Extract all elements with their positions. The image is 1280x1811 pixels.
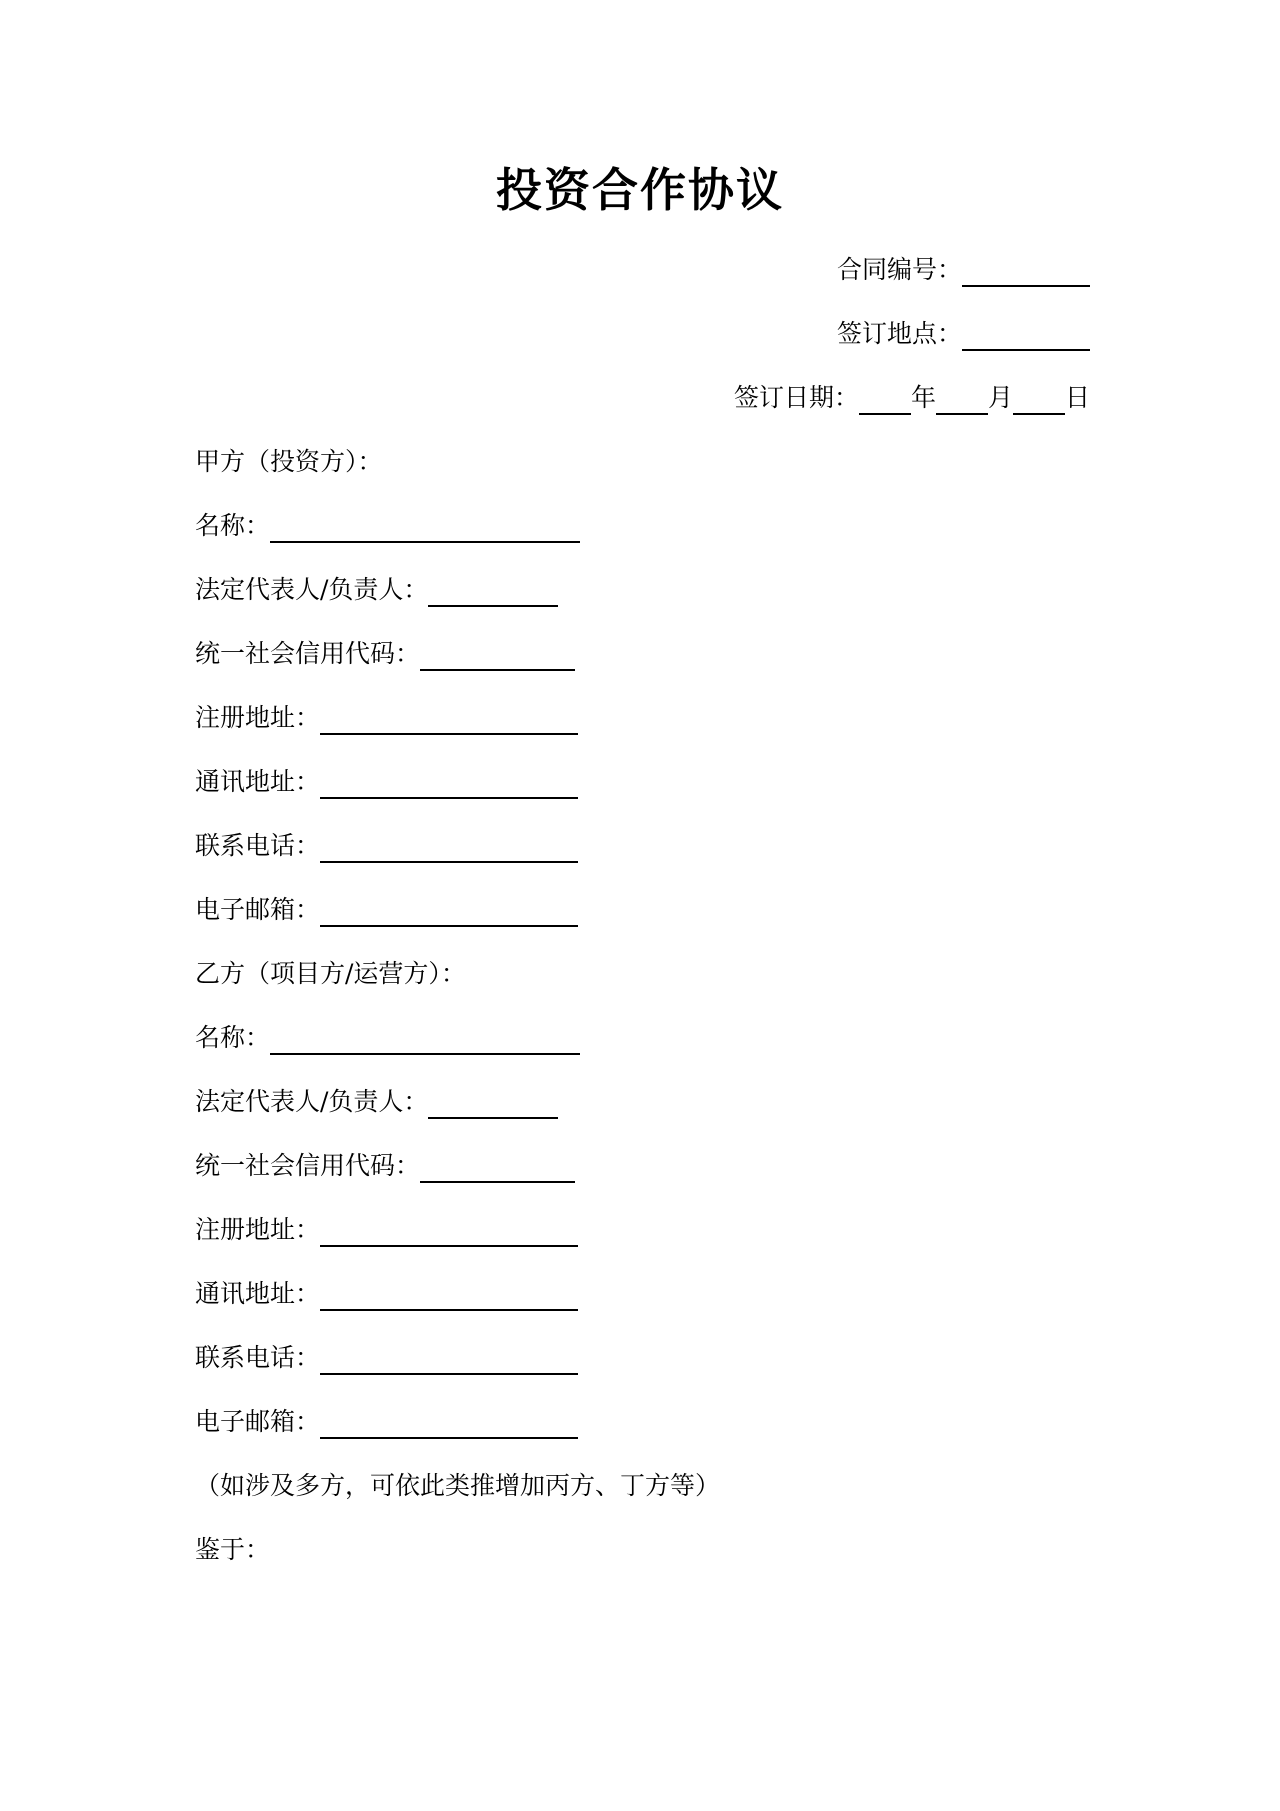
party-b-name-blank[interactable] [270, 1025, 580, 1055]
party-a-phone-line [195, 829, 578, 863]
sign-date-line [734, 381, 1090, 415]
contract-number-blank[interactable] [962, 257, 1090, 287]
field-label: 联系电话： [195, 831, 321, 860]
party-a-name-blank[interactable] [270, 513, 580, 543]
party-a-mailing-address-blank[interactable] [320, 769, 578, 799]
party-b-mailing-address-line [195, 1277, 578, 1311]
day-label: 日 [1064, 383, 1090, 412]
party-b-registered-address-line [195, 1213, 578, 1247]
field-label: 电子邮箱： [195, 1407, 321, 1436]
party-a-mailing-address-line [195, 765, 578, 799]
field-label: 统一社会信用代码： [195, 1151, 421, 1180]
party-a-name-line [195, 509, 580, 543]
field-label: 电子邮箱： [195, 895, 321, 924]
party-a-email-blank[interactable] [320, 897, 578, 927]
party-b-heading: 乙方（项目方/运营方）： [195, 959, 466, 988]
field-label: 通讯地址： [195, 1279, 321, 1308]
contract-number-line [837, 253, 1090, 287]
year-label: 年 [910, 383, 936, 412]
party-b-credit-code-blank[interactable] [420, 1153, 575, 1183]
party-b-name-line [195, 1021, 580, 1055]
party-a-credit-code-line [195, 637, 575, 671]
party-b-registered-address-blank[interactable] [320, 1217, 578, 1247]
month-label: 月 [987, 383, 1013, 412]
field-label: 法定代表人/负责人： [195, 575, 429, 604]
party-a-legal-rep-line [195, 573, 558, 607]
whereas-heading: 鉴于： [195, 1535, 271, 1564]
field-label: 名称： [195, 511, 271, 540]
sign-date-label: 签订日期： [733, 383, 859, 412]
party-b-credit-code-line [195, 1149, 575, 1183]
party-b-mailing-address-blank[interactable] [320, 1281, 578, 1311]
sign-place-label: 签订地点： [836, 319, 962, 348]
party-a-email-line [195, 893, 578, 927]
party-a-registered-address-blank[interactable] [320, 705, 578, 735]
party-a-registered-address-line [195, 701, 578, 735]
field-label: 名称： [195, 1023, 271, 1052]
sign-place-line [837, 317, 1090, 351]
month-blank[interactable] [936, 385, 988, 415]
document-title: 投资合作协议 [496, 163, 784, 217]
field-label: 法定代表人/负责人： [195, 1087, 429, 1116]
party-a-heading: 甲方（投资方）： [195, 447, 383, 476]
party-b-email-line [195, 1405, 578, 1439]
sign-place-blank[interactable] [962, 321, 1090, 351]
party-a-legal-rep-blank[interactable] [428, 577, 558, 607]
party-b-phone-blank[interactable] [320, 1345, 578, 1375]
party-a-phone-blank[interactable] [320, 833, 578, 863]
year-blank[interactable] [859, 385, 911, 415]
field-label: 通讯地址： [195, 767, 321, 796]
party-b-legal-rep-blank[interactable] [428, 1089, 558, 1119]
party-b-email-blank[interactable] [320, 1409, 578, 1439]
field-label: 联系电话： [195, 1343, 321, 1372]
field-label: 注册地址： [195, 703, 321, 732]
party-a-credit-code-blank[interactable] [420, 641, 575, 671]
field-label: 注册地址： [195, 1215, 321, 1244]
party-b-legal-rep-line [195, 1085, 558, 1119]
contract-number-label: 合同编号： [836, 255, 962, 284]
party-b-phone-line [195, 1341, 578, 1375]
field-label: 统一社会信用代码： [195, 639, 421, 668]
day-blank[interactable] [1013, 385, 1065, 415]
multi-party-note: （如涉及多方，可依此类推增加丙方、丁方等） [195, 1471, 721, 1500]
